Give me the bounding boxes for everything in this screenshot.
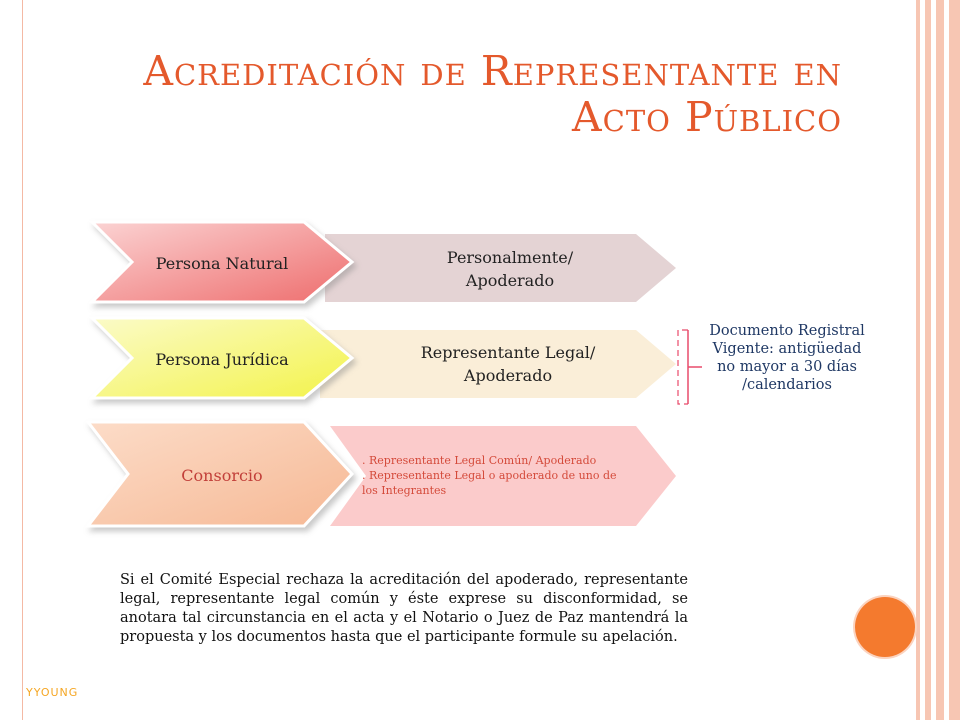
detail-label-consorcio	[362, 453, 672, 498]
bracket	[678, 330, 688, 404]
category-label-juridica: Persona Jurídica	[155, 349, 289, 369]
document-note: Documento Registral Vigente: antigüedad no mayor a 30 días /calendarios	[709, 323, 865, 393]
detail-line: . Representante Legal o apoderado de uno de	[362, 469, 617, 482]
footer-logo-text: YYOUNG	[26, 686, 79, 699]
rejection-note: Si el Comité Especial rechaza la acreditación del apoderado, representante legal, representante legal común y éste exprese su disconformidad, se anotara tal circunstancia en el acta y el Notario o Juez de Paz mantendrá la propuesta y los documentos hasta que el participante formule su apelación.	[120, 572, 688, 645]
detail-label-juridica: Representante Legal/ Apoderado	[420, 343, 596, 385]
detail-line: . Representante Legal Común/ Apoderado	[362, 454, 597, 467]
category-label-consorcio: Consorcio	[181, 465, 263, 485]
detail-line: los Integrantes	[362, 484, 447, 497]
title-line-2: Acto Público	[572, 93, 842, 141]
decorative-circle	[855, 597, 915, 657]
detail-label-natural: Personalmente/ Apoderado	[446, 248, 574, 290]
title-line-1: Acreditación de Representante en	[143, 47, 842, 95]
category-label-natural: Persona Natural	[155, 253, 289, 273]
